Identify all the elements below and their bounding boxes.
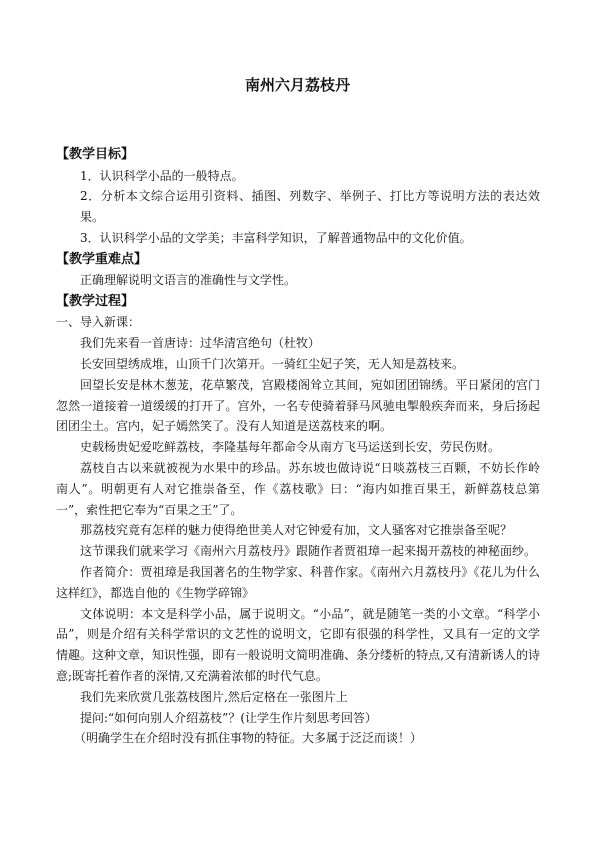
heading-teaching-process: 【教学过程】 [56, 293, 135, 309]
page-title: 南州六月荔枝丹 [244, 76, 350, 94]
paragraph-lesson-intro: 这节课我们就来学习《南州六月荔枝丹》跟随作者贾祖璋一起来揭开荔枝的神秘面纱。 [80, 544, 537, 559]
heading-teaching-goals: 【教学目标】 [56, 147, 135, 162]
paragraph-genre-note: 文体说明：本文是科学小品，属于说明文。“小品”，就是随笔一类的小文章。“科学小品”，则是介绍有关科学常识的文艺性的说明文，它即有很强的科学性，又具有一定的文学情趣。这种文章，知识性强，即有一般说明文简明准确、条分缕析的特点,又有清新诱人的诗意;既寄托着作者的深情,又充满着浓郁的时代气息。 [56, 606, 540, 684]
document-body [56, 144, 540, 749]
paragraph-author-intro: 作者简介：贾祖璋是我国著名的生物学家、科普作家。《南州六月荔枝丹》《花儿为什么这样红》，都选自他的《生物学碎锦》 [56, 565, 540, 600]
heading-key-points: 【教学重难点】 [56, 251, 148, 267]
key-points-text: 正确理解说明文语言的准确性与文学性。 [80, 273, 297, 288]
goal-item-2: 2．分析本文综合运用引资料、插图、列数字、举例子、打比方等说明方法的表达效果。 [80, 189, 540, 225]
paragraph-teacher-note: （明确学生在介绍时没有抓住事物的特征。大多属于泛泛而谈！） [74, 731, 423, 746]
paragraph-history: 史载杨贵妃爱吃鲜荔枝，李隆基每年都命令从南方飞马运送到长安，劳民伤财。 [80, 440, 501, 455]
paragraph-question: 那荔枝究竟有怎样的魅力使得绝世美人对它钟爱有加，文人骚客对它推崇备至呢？ [80, 523, 513, 538]
goal-item-3: 3．认识科学小品的文学美；丰富科学知识，了解普通物品中的文化价值。 [80, 230, 472, 245]
paragraph-poem-intro: 我们先来看一首唐诗：过华清宫绝句（杜牧） [80, 336, 321, 351]
paragraph-prompt-question: 提问:“如何向别人介绍荔枝”？(让学生作片刻思考回答） [80, 710, 377, 725]
process-step-1: 一、导入新课： [56, 315, 141, 330]
paragraph-pictures: 我们先来欣赏几张荔枝图片,然后定格在一张图片上 [80, 689, 348, 704]
paragraph-poem-explanation: 回望长安是林木葱茏，花草繁茂，宫殿楼阁耸立其间，宛如团团锦绣。平日紧闭的宫门忽然一道接着一道缓缓的打开了。宫外，一名专使骑着驿马风驰电掣般疾奔而来，身后扬起团团尘土。宫内，妃子嫣然笑了。没有人知道是送荔枝来的啊。 [56, 377, 540, 434]
paragraph-poem: 长安回望绣成堆，山顶千门次第开。一骑红尘妃子笑，无人知是荔枝来。 [80, 357, 465, 372]
paragraph-lychee-praise: 荔枝自古以来就被视为水果中的珍品。苏东坡也做诗说“日啖荔枝三百颗，不妨长作岭南人”。明朝更有人对它推崇备至，作《荔枝歌》曰：“海内如推百果王，新鲜荔枝总第一”，索性把它奉为“百果之王”了。 [56, 461, 540, 517]
goal-item-1: 1．认识科学小品的一般特点。 [80, 168, 244, 183]
